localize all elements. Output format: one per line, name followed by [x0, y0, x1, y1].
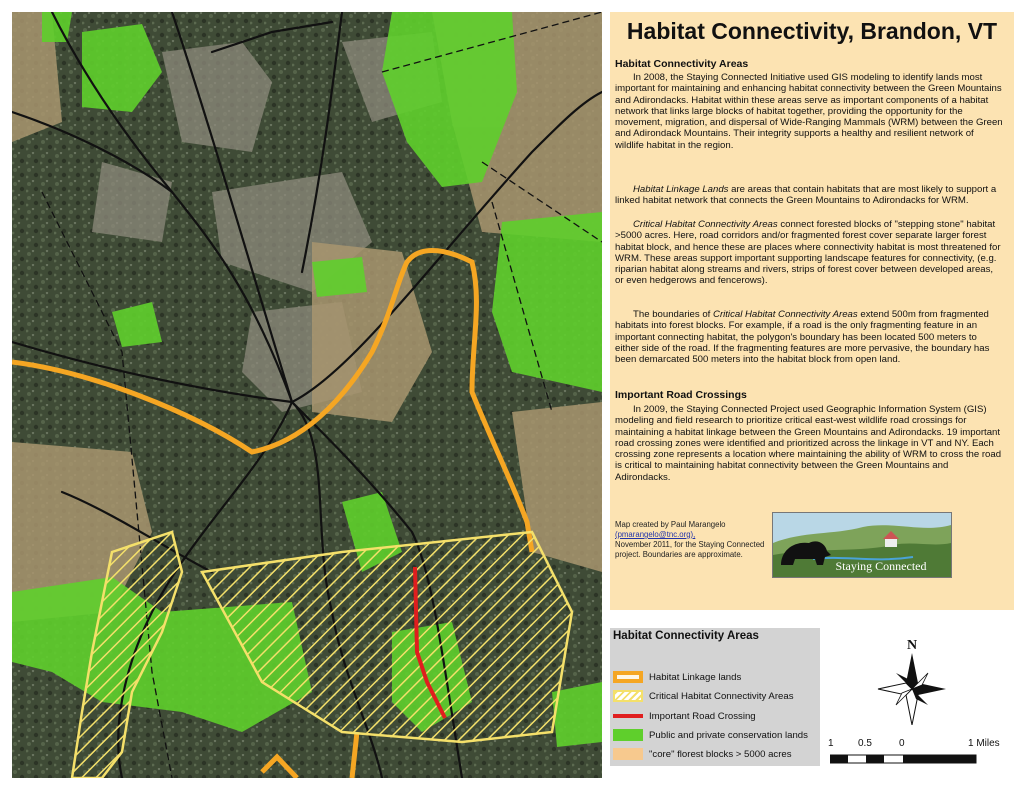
legend-swatch-linkage	[613, 671, 643, 683]
paragraph-boundaries	[615, 309, 1003, 365]
map-legend	[610, 628, 820, 766]
paragraph-intro: In 2008, the Staying Connected Initiative used GIS modeling to identify lands most important for maintaining and enhancing habitat connectivity between the Green Mountains and Adirondacks. Habitat within these areas serve as important components of a habitat network that links large blocks of habitat together, providing the opportunity for the movement, migration, and dispersal of Wide-Ranging Mammals (WRM) between the Green and Adirondack Mountains. Their integrity supports a healthy and resilient network of wildlife habitat in the region.	[615, 72, 1003, 151]
legend-item-critical	[613, 689, 794, 703]
legend-item-conservation	[613, 728, 808, 742]
legend-swatch-critical	[613, 690, 643, 702]
legend-label-conservation: Public and private conservation lands	[649, 729, 808, 741]
boundaries-text: extend 500m from fragmented habitats into forest blocks. For example, if a road is the only fragmenting feature in an important connecting habitat, the polygon's boundary has been located 500 meters to either side of the road. If the fragmenting features are more pervasive, the boundary has been demarcated 500 meters into the habitat block from open land.	[615, 309, 990, 366]
term-boundaries: Critical Habitat Connectivity Areas	[713, 309, 858, 320]
legend-title: Habitat Connectivity Areas	[613, 630, 759, 642]
roads-heading: Important Road Crossings	[615, 389, 747, 401]
page-title: Habitat Connectivity, Brandon, VT	[626, 18, 998, 44]
scale-label-1-miles: 1 Miles	[968, 738, 1000, 749]
credit-email-link[interactable]: (pmarangelo@tnc.org),	[615, 530, 696, 539]
paragraph-critical	[615, 219, 1003, 287]
scale-label-0-5: 0.5	[858, 738, 872, 749]
legend-swatch-road-crossing	[613, 714, 643, 718]
legend-label-critical: Critical Habitat Connectivity Areas	[649, 690, 794, 702]
credit-author: Map created by Paul Marangelo	[615, 520, 726, 529]
critical-text: connect forested blocks of "stepping stone" habitat >5000 acres. Here, road corridors and/or fragmented forest cover separate larger forest habitat block, and hence these are places where connectivity habitat is most threatened for WRM. These areas support important supporting landscape features for connectivity, (e.g. riparian habitat along streams and rivers, strips of forest cover between developed areas, or even hedgerows and fencerows).	[615, 219, 1001, 287]
term-critical: Critical Habitat Connectivity Areas	[633, 219, 778, 230]
scale-bar	[826, 738, 1016, 778]
legend-label-linkage: Habitat Linkage lands	[649, 671, 742, 683]
map-canvas[interactable]	[12, 12, 602, 778]
legend-label-road-crossing: Important Road Crossing	[649, 710, 756, 722]
north-arrow-icon	[872, 635, 952, 725]
legend-swatch-core-forest	[613, 748, 643, 760]
boundaries-pre: The boundaries of	[633, 309, 714, 320]
paragraph-road-crossings: In 2009, the Staying Connected Project used Geographic Information System (GIS) modeling and field research to prioritize critical east-west wildlife road crossings for maintaining a habitat linkage between the Green Mountains and Adirondacks. 19 important road crossing zones were identified and prioritized across the linkage in VT and NY. Each crossing zone represents a location where maintaining the ability of WRM to cross the road is critical to maintaining habitat connectivity between the Green Mountains and Adirondacks.	[615, 404, 1002, 483]
staying-connected-logo	[772, 512, 952, 578]
map-credit	[615, 520, 765, 560]
info-panel	[610, 12, 1014, 610]
linkage-text: are areas that contain habitats that are most likely to support a linked habitat network that connects the Green Mountains to Adirondacks for WRM.	[615, 184, 997, 207]
paragraph-linkage	[615, 184, 1003, 207]
scale-bar-graphic	[830, 754, 980, 764]
north-label: N	[906, 638, 918, 653]
legend-item-linkage	[613, 670, 741, 684]
logo-text: Staying Connected	[835, 559, 927, 573]
legend-swatch-conservation	[613, 729, 643, 741]
legend-label-core-forest: "core" florest blocks > 5000 acres	[649, 748, 792, 760]
areas-heading: Habitat Connectivity Areas	[615, 58, 749, 70]
legend-item-core-forest	[613, 747, 792, 761]
credit-details: November 2011, for the Staying Connected project. Boundaries are approximate.	[615, 540, 765, 559]
scale-label-1: 1	[828, 738, 834, 749]
legend-item-road-crossing	[613, 709, 756, 723]
scale-label-0: 0	[899, 738, 905, 749]
term-linkage: Habitat Linkage Lands	[633, 184, 729, 195]
